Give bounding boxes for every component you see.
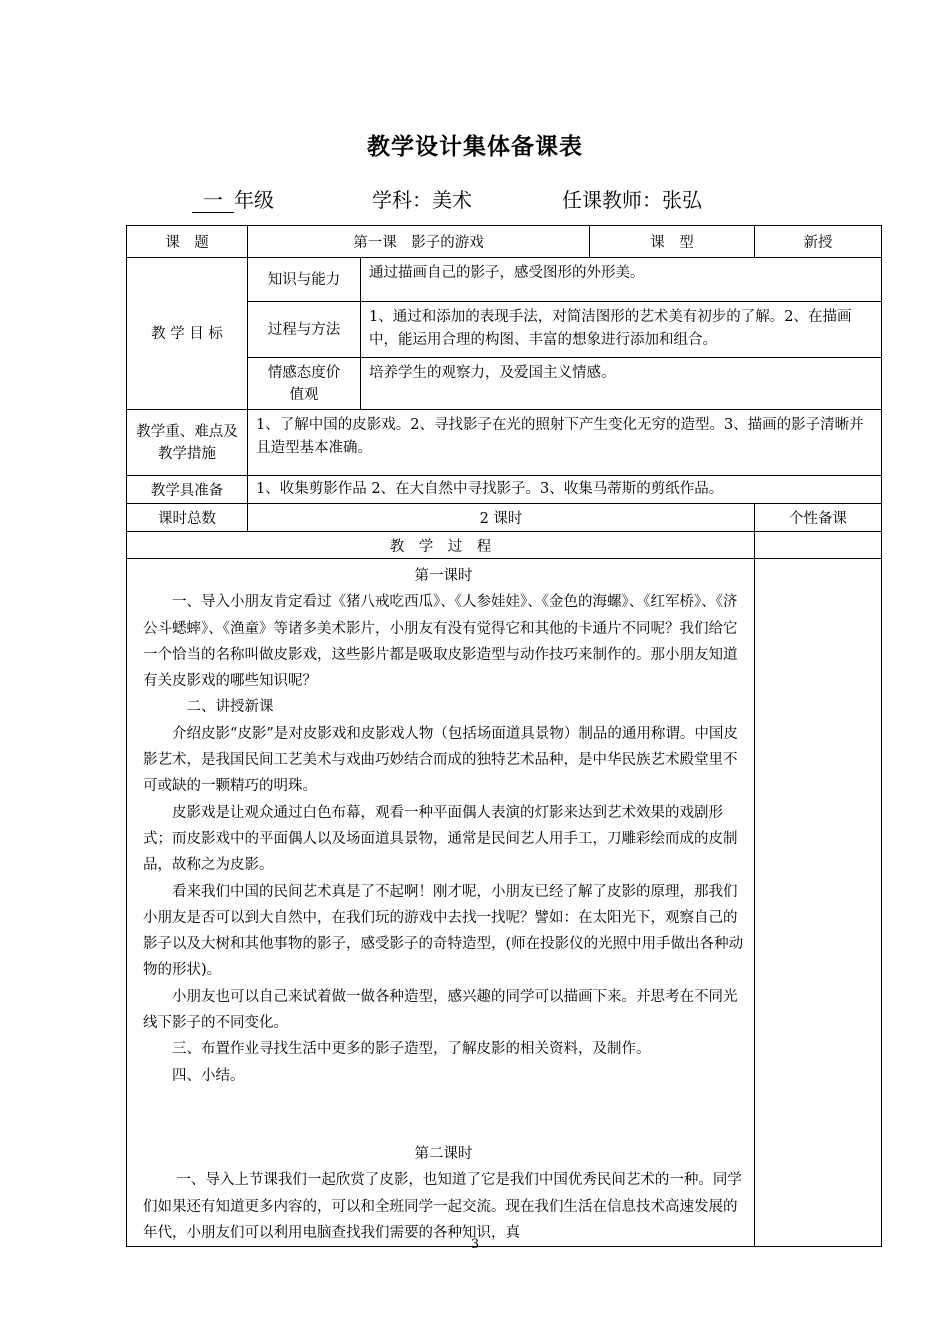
hours-row [127, 504, 882, 532]
goal-text-emotion: 培养学生的观察力，及爱国主义情感。 [361, 358, 882, 410]
goal-row-knowledge [127, 258, 882, 302]
goal-label-emotion: 情感态度价值观 [248, 358, 361, 410]
prep-label: 教学具准备 [127, 476, 248, 504]
prep-row [127, 476, 882, 504]
paragraph: 看来我们中国的民间艺术真是了不起啊！刚才呢，小朋友已经了解了皮影的原理，那我们小朋友是否可以到大自然中，在我们玩的游戏中去找一找呢？譬如：在太阳光下，观察自己的影子以及大树和其他事物的影子，感受影子的奇特造型，(师在投影仪的光照中用手做出各种动物的形状)。 [143, 883, 744, 979]
personal-notes-cell [755, 559, 882, 1247]
teacher-label: 任课教师：张弘 [562, 188, 702, 212]
hours-label: 课时总数 [127, 504, 248, 532]
page-number: 3 [470, 1237, 480, 1252]
process-label: 教 学 过 程 [127, 532, 755, 559]
prep-text: 1、收集剪影作品 2、在大自然中寻找影子。3、收集马蒂斯的剪纸作品。 [248, 476, 882, 504]
paragraph: 一、导入上节课我们一起欣赏了皮影，也知道了它是我们中国优秀民间艺术的一种。同学们如果还有知道更多内容的，可以和全班同学一起交流。现在我们生活在信息技术高速发展的年代，小朋友们可以利用电脑查找我们需要的各种知识，真 [143, 1172, 742, 1241]
lesson2-title: 第二课时 [414, 1145, 473, 1162]
spacer [143, 1089, 744, 1141]
lesson-plan-table [126, 225, 882, 1247]
paragraph: 四、小结。 [172, 1067, 245, 1084]
personal-label: 个性备课 [755, 504, 882, 532]
topic-value: 第一课 影子的游戏 [248, 226, 590, 258]
key-points-row [127, 410, 882, 476]
paragraph: 介绍皮影“皮影”是对皮影戏和皮影戏人物（包括场面道具景物）制品的通用称谓。中国皮影艺术，是我国民间工艺美术与戏曲巧妙结合而成的独特艺术品种，是中华民族艺术殿堂里不可或缺的一颗精巧的明珠。 [143, 725, 738, 795]
paragraph: 二、讲授新课 [186, 699, 274, 716]
grade-line [192, 184, 274, 213]
goal-text-knowledge: 通过描画自己的影子，感受图形的外形美。 [361, 258, 882, 302]
process-row [127, 559, 882, 1247]
paragraph: 三、布置作业寻找生活中更多的影子造型，了解皮影的相关资料，及制作。 [172, 1041, 651, 1058]
paragraph: 小朋友也可以自己来试着做一做各种造型，感兴趣的同学可以描画下来。并思考在不同光线下影子的不同变化。 [143, 988, 738, 1032]
paragraph: 皮影戏是让观众通过白色布幕，观看一种平面偶人表演的灯影来达到艺术效果的戏剧形式；而皮影戏中的平面偶人以及场面道具景物，通常是民间艺人用手工，刀雕彩绘而成的皮制品，故称之为皮影。 [143, 804, 738, 874]
key-points-text: 1、了解中国的皮影戏。2、寻找影子在光的照射下产生变化无穷的造型。3、描画的影子清晰并且造型基本准确。 [248, 410, 882, 476]
type-value: 新授 [755, 226, 882, 258]
topic-label: 课 题 [127, 226, 248, 258]
process-header-row [127, 532, 882, 559]
goals-label: 教 学 目 标 [127, 258, 248, 410]
goal-text-process: 1、通过和添加的表现手法，对简洁图形的艺术美有初步的了解。2、在描画中，能运用合理的构图、丰富的想象进行添加和组合。 [361, 302, 882, 358]
subject-label: 学科：美术 [372, 188, 472, 212]
topic-row [127, 226, 882, 258]
grade-value: 一 [192, 188, 234, 213]
key-points-label: 教学重、难点及教学措施 [127, 410, 248, 476]
goal-label-process: 过程与方法 [248, 302, 361, 358]
personal-cell-blank [755, 532, 882, 559]
page-title: 教学设计集体备课表 [367, 134, 583, 160]
process-content [127, 559, 755, 1247]
lesson1-title: 第一课时 [414, 568, 473, 584]
type-label: 课 型 [590, 226, 755, 258]
grade-label: 年级 [234, 188, 274, 212]
paragraph: 一、导入小朋友肯定看过《猪八戒吃西瓜》、《人参娃娃》、《金色的海螺》、《红军桥》、《济公斗蟋蟀》、《渔童》等诸多美术影片，小朋友有没有觉得它和其他的卡通片不同呢？我们给它一个恰当的名称叫做皮影戏，这些影片都是吸取皮影造型与动作技巧来制作的。那小朋友知道有关皮影戏的哪些知识呢？ [143, 594, 738, 690]
hours-value: 2 课时 [248, 504, 755, 532]
goal-label-knowledge: 知识与能力 [248, 258, 361, 302]
